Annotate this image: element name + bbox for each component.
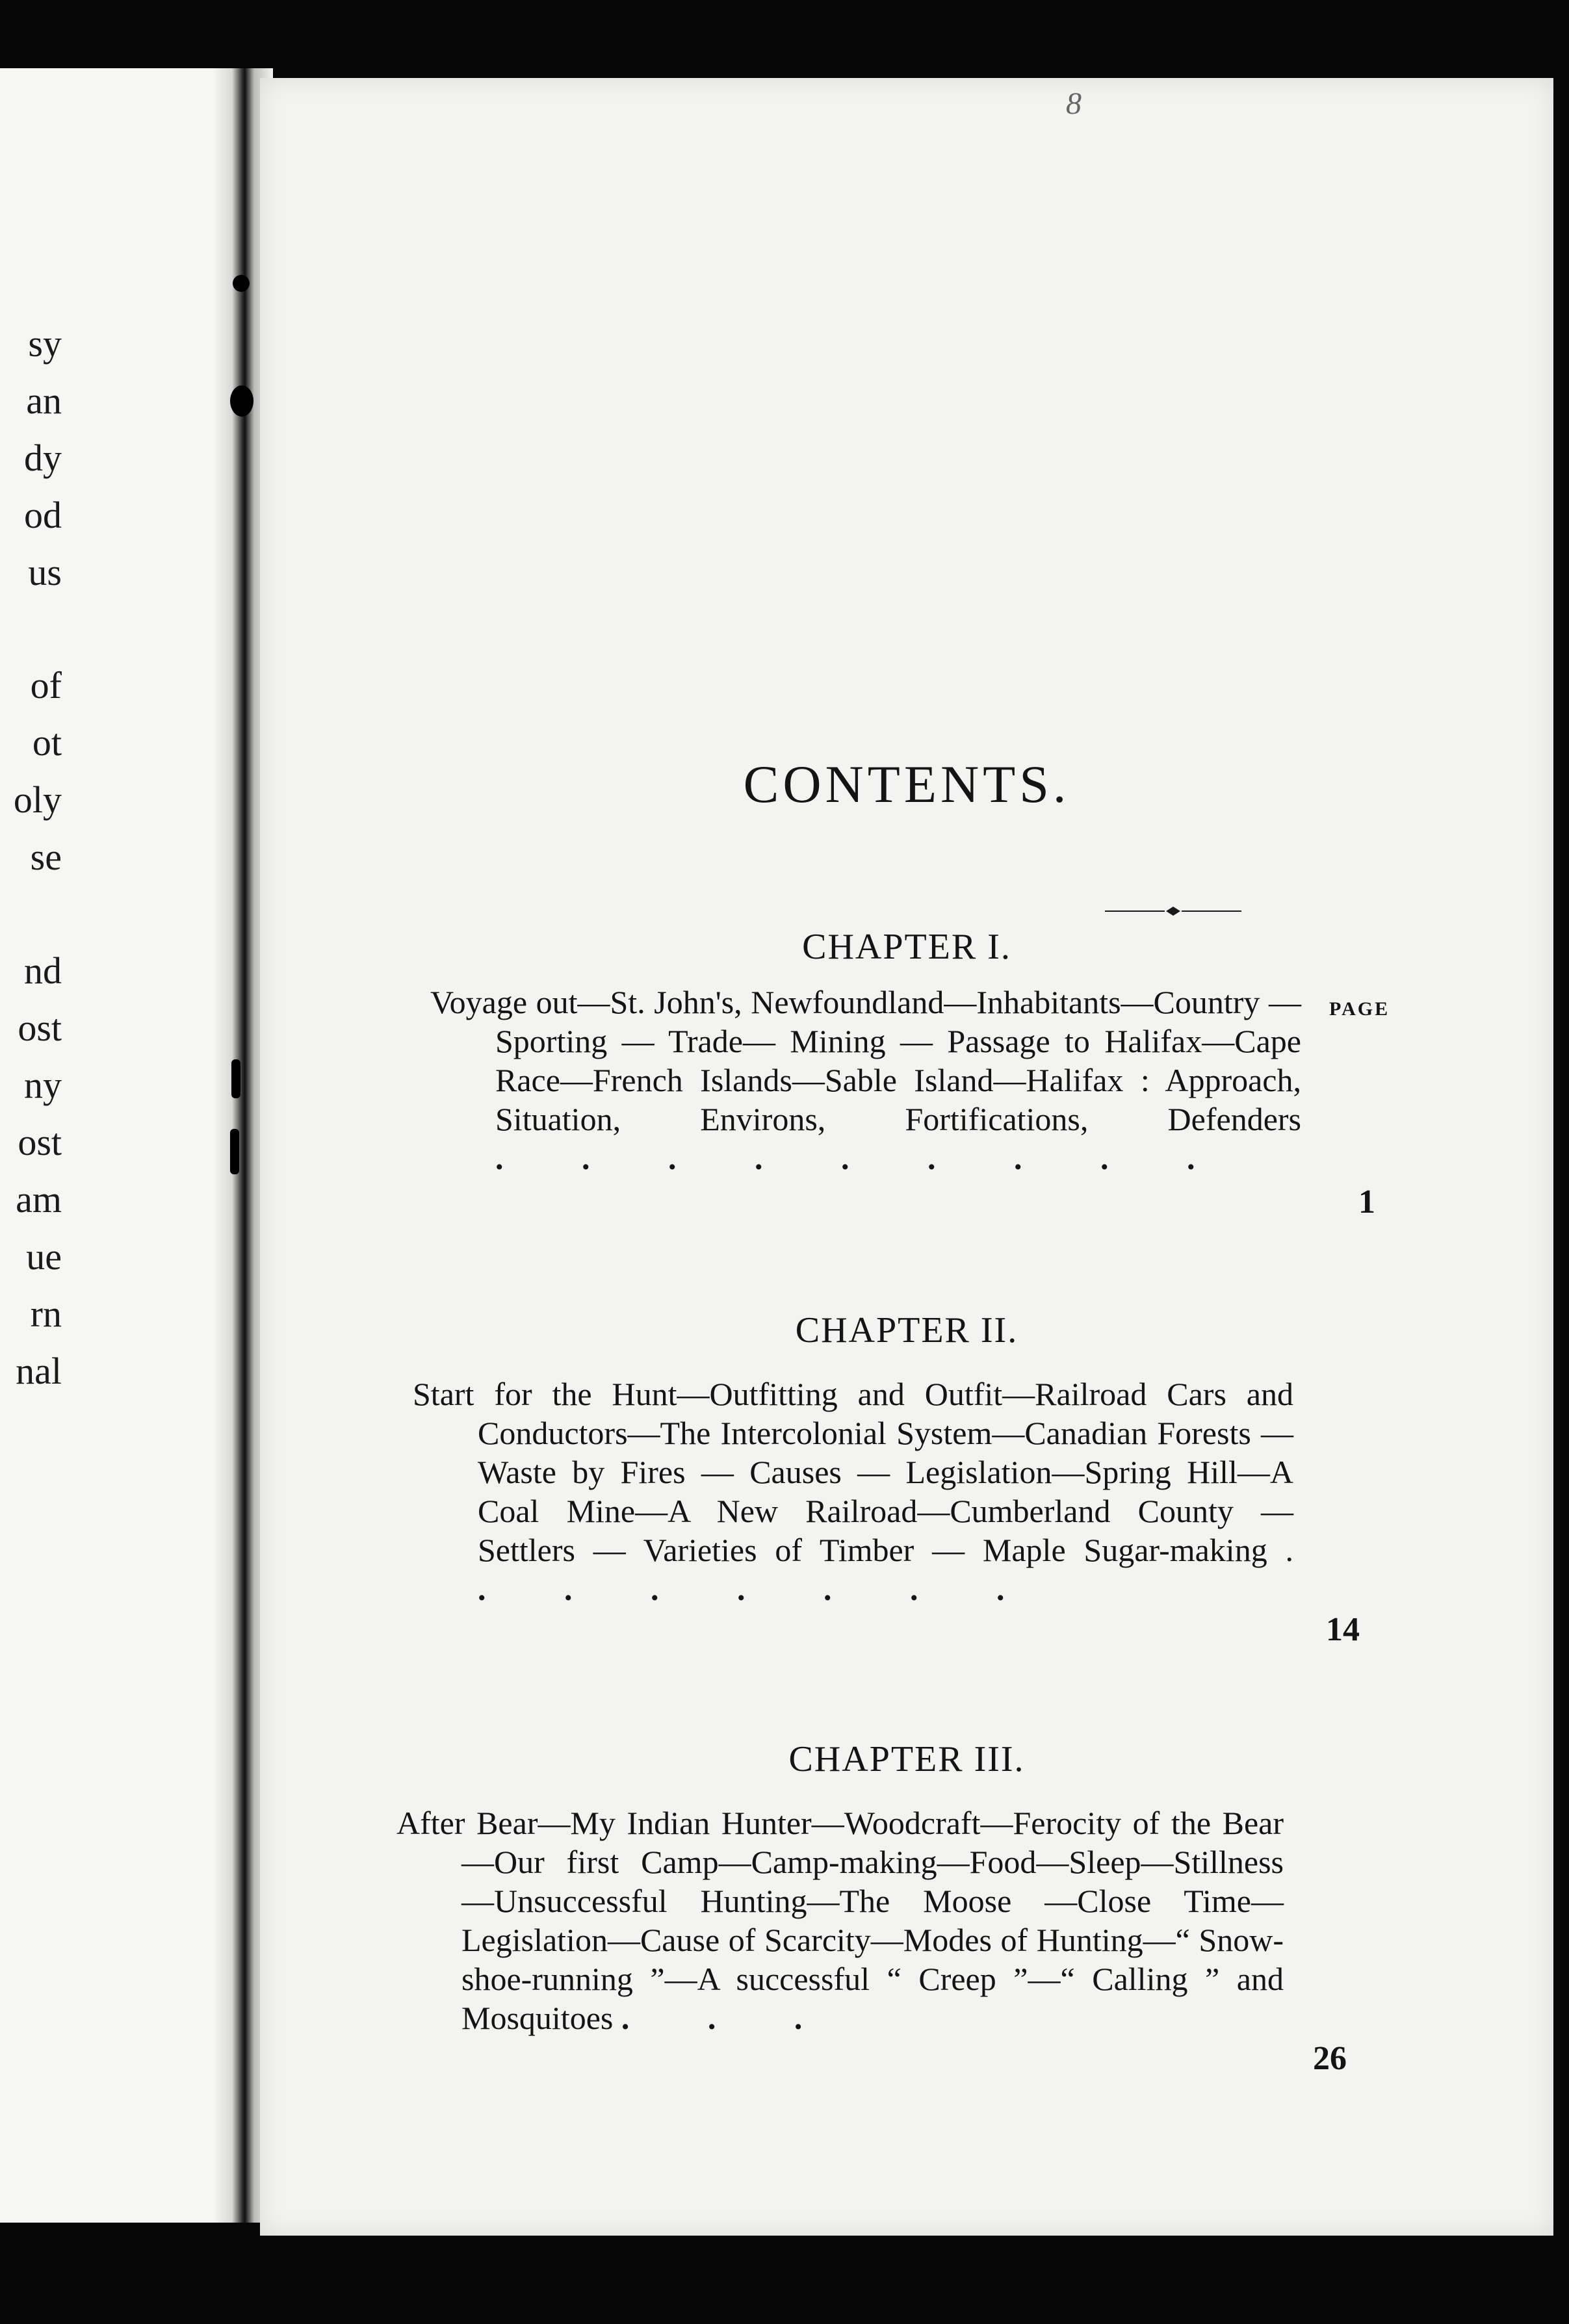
page-number: 26 (1313, 2040, 1347, 2077)
facing-line-fragment: sy (28, 322, 62, 365)
dot-leader: . . . . . . . (478, 1571, 1040, 1607)
chapter-summary-text: Voyage out—St. John's, Newfoundland—Inhabitants—Country — Sporting — Trade— Mining — Passage to Halifax—Cape Race—French Islands—Sable Island—Halifax : Approach, Situation, Environs, Fortifications, Defenders (430, 984, 1301, 1137)
chapter-heading: CHAPTER II. (795, 1310, 1018, 1350)
facing-line-fragment: dy (24, 437, 62, 479)
facing-line-fragment: nd (24, 949, 62, 992)
binding-thread-knot (233, 275, 250, 292)
facing-line-fragment: rn (30, 1293, 62, 1335)
facing-line-fragment: an (26, 380, 62, 422)
chapter-summary (413, 1375, 1293, 1608)
facing-line-fragment: se (30, 836, 62, 878)
facing-line-fragment: ost (18, 1007, 62, 1049)
chapter-summary (396, 1803, 1284, 2037)
dot-leader: . . . (621, 2000, 838, 2036)
dot-leader: . . . . . . . . . (495, 1140, 1230, 1176)
facing-line-fragment: us (28, 551, 62, 593)
binding-mark (231, 1059, 240, 1098)
binding-thread-knot (230, 385, 253, 417)
facing-line-fragment: nal (16, 1350, 62, 1392)
chapter-summary (430, 983, 1301, 1178)
chapter-summary-text: After Bear—My Indian Hunter—Woodcraft—Ferocity of the Bear—Our first Camp—Camp-making—Food—Sleep—Stillness—Unsuccessful Hunting—The Moose —Close Time—Legislation—Cause of Scarcity—Modes of Hunting—“ Snow-shoe-running ”—A successful “ Creep ”—“ Calling ” and Mosquitoes (396, 1805, 1284, 2036)
chapter-summary-text: Start for the Hunt—Outfitting and Outfit—Railroad Cars and Conductors—The Intercolonial System—Canadian Forests — Waste by Fires — Causes — Legislation—Spring Hill—A Coal Mine—A New Railroad—Cumberland County — Settlers — Varieties of Timber — Maple Sugar-making . (413, 1376, 1293, 1568)
margin-mark: 8 (1066, 86, 1082, 121)
facing-line-fragment: ue (26, 1235, 62, 1278)
page-title: CONTENTS. (743, 755, 1070, 814)
facing-line-fragment: oly (13, 779, 62, 821)
facing-line-fragment: od (24, 494, 62, 536)
contents-page (260, 78, 1553, 2236)
binding-mark (230, 1129, 239, 1174)
facing-line-fragment: ot (32, 721, 62, 764)
ornament-divider (1105, 905, 1241, 918)
facing-line-fragment: am (16, 1178, 62, 1220)
chapter-heading: CHAPTER III. (788, 1739, 1025, 1779)
page-column-label: PAGE (1329, 998, 1390, 1020)
facing-line-fragment: ost (18, 1121, 62, 1163)
facing-page (0, 68, 240, 2223)
chapter-heading: CHAPTER I. (802, 927, 1011, 967)
page-number: 1 (1358, 1183, 1375, 1220)
facing-line-fragment: of (30, 664, 62, 706)
page-number: 14 (1326, 1611, 1360, 1648)
facing-line-fragment: ny (24, 1064, 62, 1106)
